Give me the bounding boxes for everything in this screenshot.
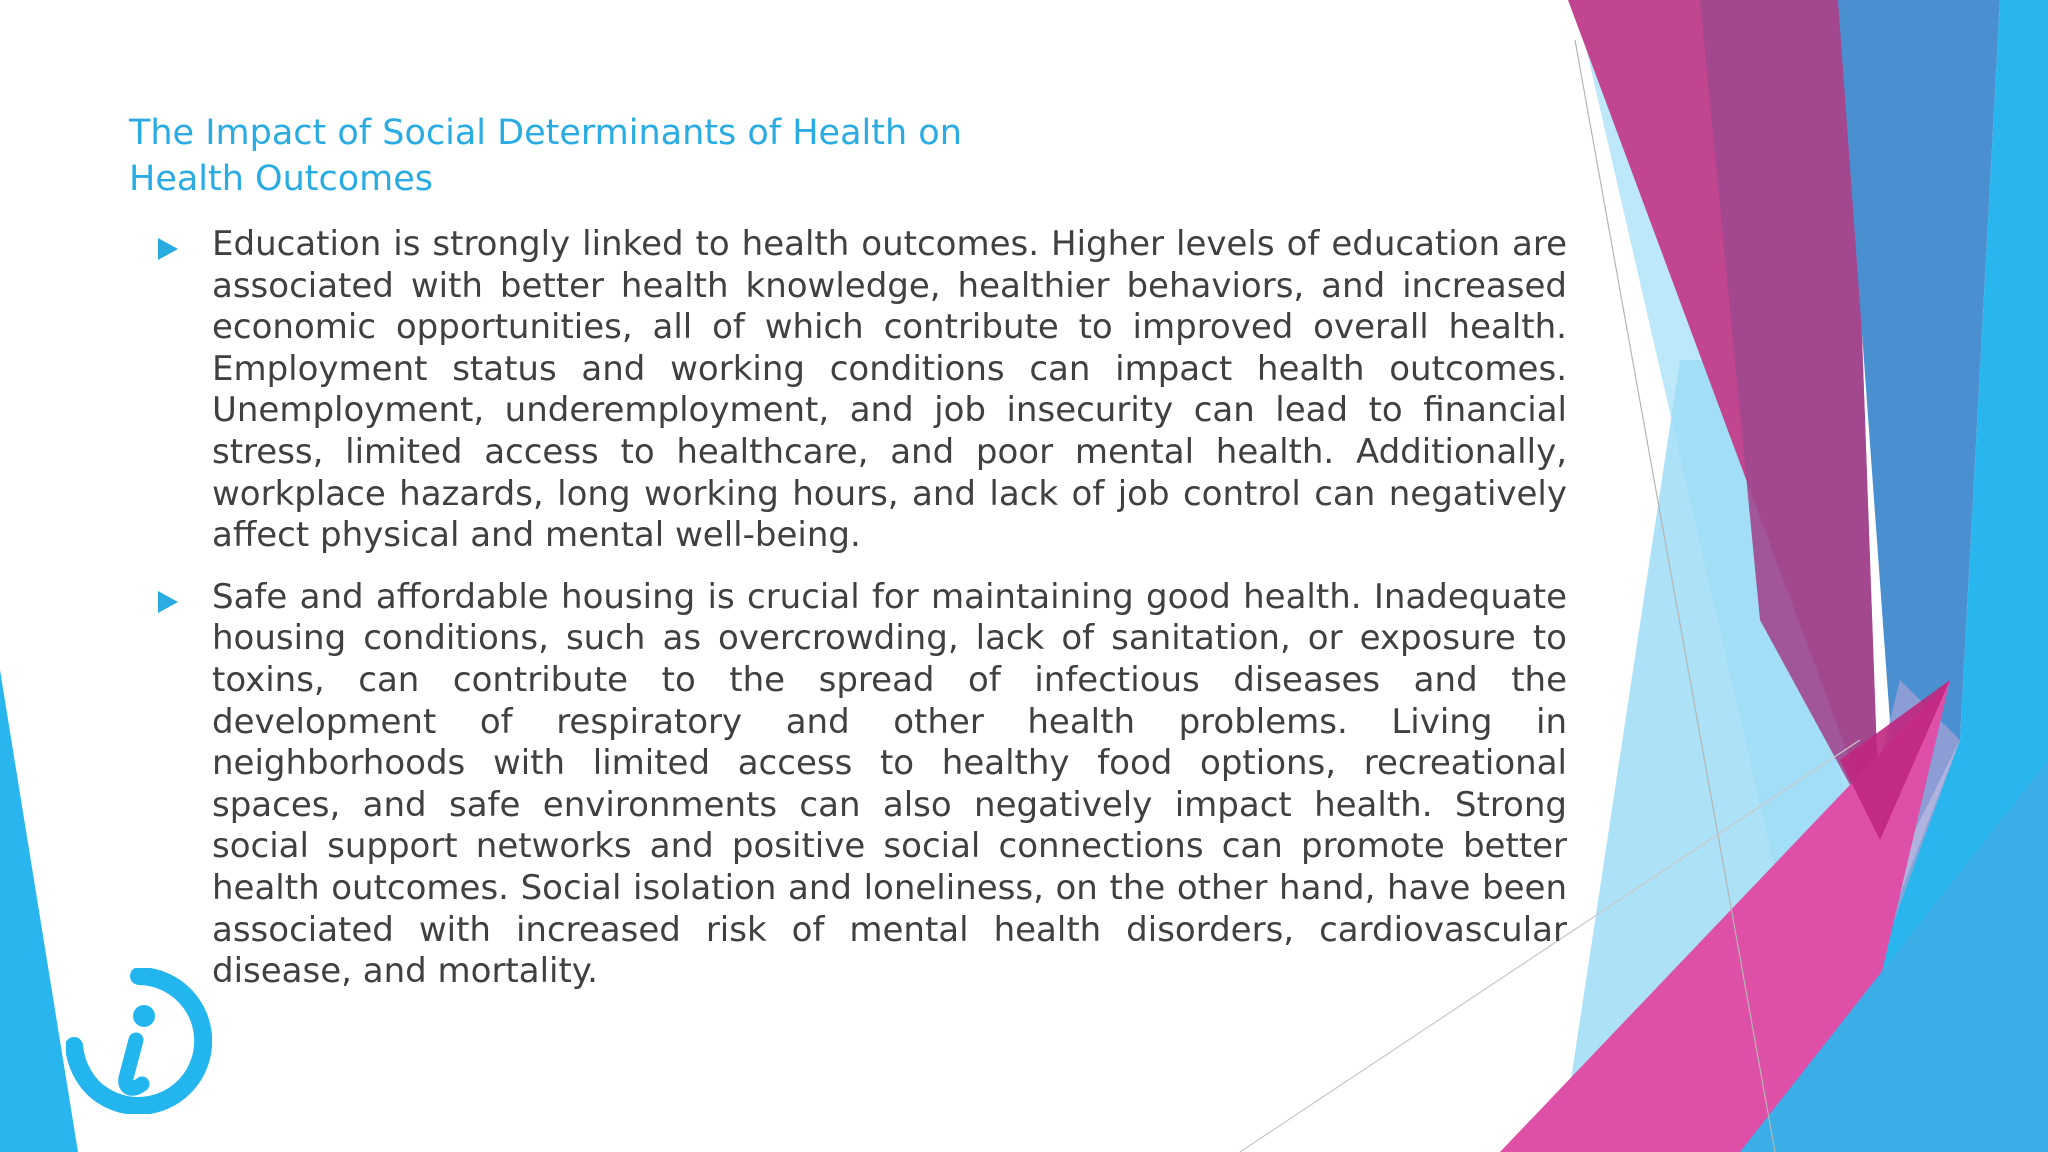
bullet-list xyxy=(155,224,1567,1013)
info-logo-icon xyxy=(66,968,212,1114)
bullet-item xyxy=(155,224,1567,557)
triangle-bullet-icon xyxy=(158,238,178,260)
bullet-item xyxy=(155,577,1567,993)
bullet-text: Safe and affordable housing is crucial for maintaining good health. Inadequate housing conditions, such as overcrowding, lack of sanitation, or exposure to toxins, can contribute to the spread of infectious diseases and the development of respiratory and other health problems. Living in neighborhoods with limited access to healthy food options, recreational spaces, and safe environments can also negatively impact health. Strong social support networks and positive social connections can promote better health outcomes. Social isolation and loneliness, on the other hand, have been associated with increased risk of mental health disorders, cardiovascular disease, and mortality. xyxy=(212,576,1567,992)
slide-title: The Impact of Social Determinants of Health on Health Outcomes xyxy=(129,113,962,199)
triangle-bullet-icon xyxy=(158,591,178,613)
bullet-text: Education is strongly linked to health outcomes. Higher levels of education are associated with better health knowledge, healthier behaviors, and increased economic opportunities, all of which contribute to improved overall health. Employment status and working conditions can impact health outcomes. Unemployment, underemployment, and job insecurity can lead to financial stress, limited access to healthcare, and poor mental health. Additionally, workplace hazards, long working hours, and lack of job control can negatively affect physical and mental well-being. xyxy=(212,224,1567,556)
